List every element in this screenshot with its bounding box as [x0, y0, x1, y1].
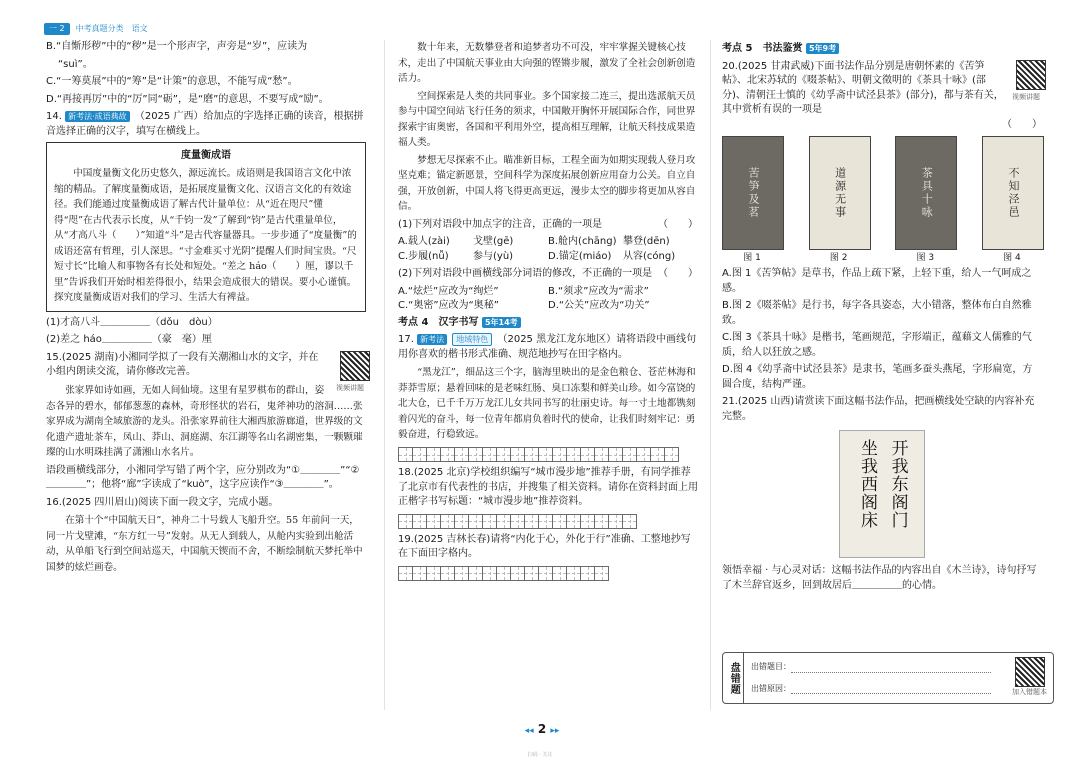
grid-cell[interactable]: [538, 447, 553, 462]
writing-grid[interactable]: [398, 447, 698, 462]
q13-option-b: B.“自惭形秽”中的“秽”是一个形声字，声旁是“岁”，应读为: [46, 41, 308, 52]
figure-4: [982, 136, 1042, 265]
q16-passage-cont-2: 空间探索是人类的共同事业。多个国家接二连三，提出选派航天员参与中国空间站飞行任务的须求，中国敞开胸怀开展国际合作，同世界探索宇宙奥密，各国和平利用外空，提高相互理解，让航天科技成果造福人类。: [398, 90, 696, 149]
column-divider: [710, 40, 711, 710]
answer-paren: （ ）: [658, 218, 698, 230]
q15-passage: 张家界如诗如画，无如人间仙境。这里有星罗棋布的群山，姿态各异的碧水，郁郁葱葱的森林，奇形怪状的岩石，鬼斧神功的溶洞……张家界成为湖南全域旅游的龙头。沿张家界前往大湘西旅游廊道，世界级的文化遗产遗址茶车，凤山、莽山、洞庭湖、东江湖等名山名湖密集，一颗颗璀璨的山水明珠挂满了潇湘山水名片。: [46, 384, 363, 459]
grid-cell[interactable]: [580, 447, 595, 462]
grid-cell[interactable]: [524, 514, 539, 529]
error-log-fields: [751, 661, 991, 704]
grid-cell[interactable]: [426, 447, 441, 462]
question-17: [398, 333, 698, 362]
q16-passage: 在第十个“中国航天日”，神舟二十号载人飞船升空。55 年前问一天，同一片戈壁滩，“东方红一号”发射。从无人到载人，从舱内实验到出舱活动，从单船飞行到空间站巡天，中国航天锲而不舍，不断绘制航天梦托举中国梦的炫烂画卷。: [46, 515, 363, 573]
footer-text: 扫码 · 关注: [527, 752, 553, 758]
grid-cell[interactable]: [524, 447, 539, 462]
section-5-heading: [722, 42, 1042, 57]
grid-cell[interactable]: [552, 447, 567, 462]
figure-3: [895, 136, 955, 265]
calligraphy-image: 道源无事: [809, 136, 871, 250]
error-reason-field[interactable]: [751, 683, 991, 695]
new-method-tag: 新考法·成语典故: [65, 111, 130, 122]
calligraphy-image: 不知泾邑: [982, 136, 1044, 250]
q21-prompt: 领悟幸福 · 与心灵对话：这幅书法作品的内容出自《木兰诗》，诗句抒写了木兰辞官返乡，回到故居后＿＿＿＿＿的心情。: [722, 565, 1037, 591]
grid-cell[interactable]: [552, 514, 567, 529]
q20-option-d: D.图 4《幼孚斋中试泾县茶》是隶书，笔画多蚕头燕尾，字形扁宽，方圆合度，结构严谨。: [722, 364, 1033, 390]
q16-sub-2-options: [398, 285, 698, 314]
grid-cell[interactable]: [538, 566, 553, 581]
calligraphy-line-left: 坐我西阁床: [857, 439, 877, 530]
option-d: D.锚定(miáo): [548, 250, 612, 262]
qr-code[interactable]: [334, 351, 366, 393]
calligraphy-scroll: [839, 430, 925, 558]
field-line: [791, 693, 991, 694]
question-15: 15.(2025 湖南)小湘同学拟了一段有关潮湘山水的文字，并在小组内朗读交流，请你修改完善。: [46, 351, 319, 378]
option-d-2: 从容(cóng): [623, 250, 676, 262]
grid-cell[interactable]: [566, 566, 581, 581]
option-b: B.舱内(chāng): [548, 236, 617, 248]
option-a: A.载人(zài): [398, 236, 450, 248]
answer-paren: （ ）: [658, 268, 698, 280]
grid-cell[interactable]: [594, 566, 609, 581]
q20-paren-line: [722, 118, 1042, 133]
option-c: C.“奥密”应改为“奥秘”: [398, 300, 499, 312]
grid-cell[interactable]: [510, 514, 525, 529]
q14-sub-1: (1)才高八斗＿＿＿＿＿（dǒu dòu）: [46, 316, 218, 328]
section-4-heading: [398, 316, 698, 331]
qr-code[interactable]: [1010, 60, 1042, 102]
grid-cell[interactable]: [594, 514, 609, 529]
option-d: D.“公关”应改为“功关”: [548, 300, 650, 312]
grid-cell[interactable]: [440, 566, 455, 581]
grid-cell[interactable]: [454, 447, 469, 462]
q15-instructions: 语段画横线部分，小湘同学写错了两个字，应分别改为“①＿＿＿＿”“②＿＿＿＿”；他将“廊”字读成了“kuò”，这字应读作“③＿＿＿＿”。: [46, 464, 360, 491]
q13-option-c: C.“一筹莫展”中的“筹”是“计策”的意思，不能写成“愁”。: [46, 76, 298, 87]
grid-cell[interactable]: [580, 514, 595, 529]
question-20: 20.(2025 甘肃武威)下面书法作品分别是唐朝怀素的《苦笋帖》、北宋苏轼的《啜茶帖》、明朝文徵明的《茶具十咏》(部分)、清朝汪士慎的《幼孚斋中试泾县茶》(部分)，都与茶有关，其中赏析有误的一项是: [722, 60, 1004, 115]
writing-grid[interactable]: [398, 514, 698, 529]
grid-cell[interactable]: [468, 447, 483, 462]
grid-cell[interactable]: [566, 514, 581, 529]
chevron-left-icon: ◂◂: [524, 726, 534, 736]
error-book-qr[interactable]: [1012, 657, 1047, 697]
frequency-badge: 5年14考: [482, 317, 521, 328]
question-14: [46, 110, 366, 139]
option-c-2: 参与(yù): [473, 250, 514, 262]
grid-cell[interactable]: [608, 447, 623, 462]
header-badge: 一 2: [44, 23, 70, 35]
question-number: 14.: [46, 111, 62, 122]
grid-cell[interactable]: [524, 566, 539, 581]
question-number: 17.: [398, 334, 414, 346]
passage-box: [46, 142, 366, 312]
question-text: （2025 广西）给加点的字选择正确的读音，根据拼音选择正确的汉字，填写在横线上。: [46, 111, 364, 137]
answer-paren: （ ）: [1002, 118, 1042, 130]
question-19: 19.(2025 吉林长春)请将“内化于心，外化于行”准确、工整地抄写在下面田字格内。: [398, 533, 691, 559]
qr-code-icon: [1015, 657, 1045, 687]
calligraphy-image: 茶具十咏: [895, 136, 957, 250]
question-21: 21.(2025 山西)请赏读下面这幅书法作品，把画横线处空缺的内容补充完整。: [722, 396, 1035, 422]
option-b: B.“须求”应改为“需求”: [548, 285, 649, 297]
q20-option-a: A.图 1《苦笋帖》是草书，作品上疏下紧，上轻下重，给人一气呵成之感。: [722, 268, 1032, 294]
column-right: [722, 40, 1042, 596]
grid-cell[interactable]: [412, 514, 427, 529]
error-log-label: 盘错题: [723, 653, 744, 703]
new-method-tag: 新考法: [417, 334, 447, 345]
grid-cell[interactable]: [622, 514, 637, 529]
grid-cell[interactable]: [496, 514, 511, 529]
qr-caption: 视频讲题: [1012, 92, 1040, 101]
grid-cell[interactable]: [398, 447, 413, 462]
grid-cell[interactable]: [454, 566, 469, 581]
grid-cell[interactable]: [482, 514, 497, 529]
qr-code-icon: [1016, 60, 1046, 90]
field-label: 出错题目：: [751, 662, 791, 671]
q16-sub-1-text: (1)下列对语段中加点字的注音，正确的一项是: [398, 218, 603, 230]
figure-1: [722, 136, 782, 265]
grid-cell[interactable]: [636, 447, 651, 462]
grid-cell[interactable]: [580, 566, 595, 581]
grid-cell[interactable]: [454, 514, 469, 529]
header-title: 中考真题分类 语文: [75, 24, 148, 34]
q20-option-c: C.图 3《茶具十咏》是楷书，笔画规范，字形端正，蕴藉文人儒雅的气质，给人以狂放之感。: [722, 332, 1032, 358]
grid-cell[interactable]: [468, 566, 483, 581]
calligraphy-figures: [722, 136, 1042, 265]
option-a-2: 戈壁(gē): [473, 236, 514, 248]
q16-sub-2-text: (2)下列对语段中画横线部分词语的修改，不正确的一项是: [398, 268, 653, 280]
option-a: A.“炫烂”应改为“绚烂”: [398, 285, 499, 297]
section-title: 考点 4 汉字书写: [398, 316, 479, 328]
option-c: C.步履(nǚ): [398, 250, 449, 262]
grid-cell[interactable]: [608, 514, 623, 529]
q16-sub-2: [398, 267, 698, 282]
page-number: [520, 721, 564, 738]
q16-sub-1: [398, 218, 698, 233]
grid-cell[interactable]: [482, 566, 497, 581]
field-line: [791, 672, 991, 673]
calligraphy-image: 苦笋及茗: [722, 136, 784, 250]
qr-caption: 加入错题本: [1012, 688, 1047, 696]
grid-cell[interactable]: [468, 514, 483, 529]
grid-cell[interactable]: [440, 514, 455, 529]
grid-cell[interactable]: [412, 447, 427, 462]
column-middle: [398, 40, 698, 585]
q16-sub-1-options: [398, 235, 698, 264]
figure-caption: 图 4: [1003, 253, 1021, 263]
question-16: 16.(2025 四川眉山)阅读下面一段文字，完成小题。: [46, 496, 279, 508]
q16-passage-cont-1: 数十年来，无数攀登者和追梦者功不可没，牢牢掌握关键核心技术，走出了中国航天事业由大向强的铿锵步履，激发了全社会创新创造活力。: [398, 42, 696, 85]
option-b-2: 攀登(dēn): [623, 236, 670, 248]
grid-cell[interactable]: [510, 566, 525, 581]
grid-cell[interactable]: [426, 514, 441, 529]
frequency-badge: 5年9考: [806, 43, 839, 54]
passage-title: 度量衡成语: [181, 150, 231, 161]
grid-cell[interactable]: [510, 447, 525, 462]
section-title: 考点 5 书法鉴赏: [722, 43, 803, 54]
chevron-right-icon: ▸▸: [550, 726, 560, 736]
grid-cell[interactable]: [426, 566, 441, 581]
grid-cell[interactable]: [650, 447, 665, 462]
q13-option-b-cont: “suì”。: [58, 58, 93, 70]
passage-text: 中国度量衡文化历史悠久，源远流长。成语则是我国语言文化中浓缩的精品。了解度量衡成语，是拓展度量衡文化、汉语言文化的有效途径。我们能通过度量衡成语了解古代计量单位：从“近在咫尺”懂得“咫”在古代表示长度，从“千钧一发”了解到“钧”是古代重量单位，从“才高八斗（ ）”知道“斗”是古代容量器具。一步步通了“度量衡”的成语还富有哲理，引人深思。“寸金难买寸光阴”提醒人们时间宝贵。“尺短寸长”比喻人和事物各有长处和短处。“差之 háo（ ）厘，谬以千里”告诉我们开始时相差得很小，结果会造成很大的错误。要小心谨慎。探究度量衡成语对我们的学习、生活大有裨益。: [54, 168, 357, 304]
grid-cell[interactable]: [440, 447, 455, 462]
grid-cell[interactable]: [412, 566, 427, 581]
field-label: 出错原因：: [751, 683, 791, 693]
grid-cell[interactable]: [566, 447, 581, 462]
grid-cell[interactable]: [398, 514, 413, 529]
grid-cell[interactable]: [538, 514, 553, 529]
question-text: （2025 黑龙江龙东地区）请将语段中画线句用你喜欢的楷书形式准确、规范地抄写在田字格内。: [398, 334, 697, 360]
q14-sub-2: (2)差之 háo＿＿＿＿＿（豪 毫）厘: [46, 334, 212, 346]
grid-cell[interactable]: [496, 566, 511, 581]
writing-grid[interactable]: [398, 566, 698, 581]
question-18: 18.(2025 北京)学校组织编写“城市漫步地”推荐手册，有同学推荐了北京市有代表性的书店，并搜集了相关资料。请你在资料封面上用正楷字书写标题：“城市漫步地”推荐资料。: [398, 467, 698, 507]
grid-cell[interactable]: [552, 566, 567, 581]
figure-2: [809, 136, 869, 265]
error-question-field[interactable]: [751, 661, 991, 673]
figure-caption: 图 1: [743, 253, 761, 263]
page-number-value: 2: [537, 722, 547, 736]
grid-cell[interactable]: [664, 447, 679, 462]
q17-passage: “黑龙江”，细品这三个字，脑海里映出的是金色粮仓、苍茫林海和莽莽雪原；悬着回味的是老味红肠、臭口冻梨和鲜美山珍。如今富饶的北大仓，已千千万万龙江儿女共同书写的壮丽史诗。每一寸土地都镌刻着闪光的奋斗，每一位青年都肩负着时代的使命，让我们时刻牢记：勇毅奋进，行稳致远。: [398, 367, 696, 441]
q13-option-d: D.“再接再厉”中的“厉”同“砺”，是“磨”的意思，不要写成“励”。: [46, 93, 329, 105]
qr-caption: 视频讲题: [336, 383, 364, 392]
qr-code-icon: [340, 351, 370, 381]
grid-cell[interactable]: [482, 447, 497, 462]
column-left: [46, 40, 366, 575]
column-divider: [384, 40, 385, 710]
figure-caption: 图 2: [829, 253, 848, 263]
grid-cell[interactable]: [594, 447, 609, 462]
grid-cell[interactable]: [398, 566, 413, 581]
grid-cell[interactable]: [622, 447, 637, 462]
figure-caption: 图 3: [916, 253, 935, 263]
q20-option-b: B.图 2《啜茶帖》是行书，每字各具姿态，大小错落，整体布白自然雅致。: [722, 300, 1032, 326]
grid-cell[interactable]: [496, 447, 511, 462]
regional-tag: 地域特色: [452, 333, 492, 346]
calligraphy-line-right: 开我东阁门: [887, 439, 908, 530]
q16-passage-cont-3: 梦想无尽探索不止。瞄准新目标，工程全面为如期实现载人登月攻坚克难；锚定新愿景，空间科学为深度拓展创新应用奋力公关。自立自强，开放创新，中国人将飞得更高更远，漫步太空的脚步将更加从容自信。: [398, 154, 696, 213]
page-header: [44, 22, 374, 36]
error-log-box: [722, 652, 1054, 704]
